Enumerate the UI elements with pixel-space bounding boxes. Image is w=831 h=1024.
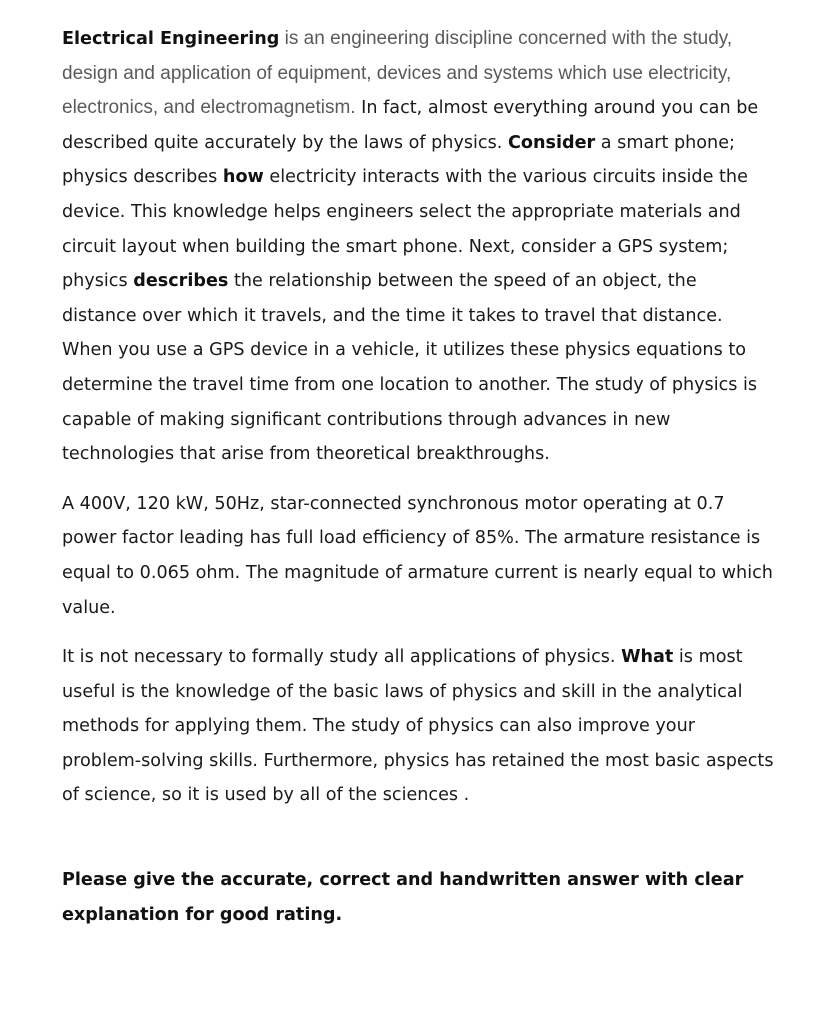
bold-consider: Consider — [507, 132, 596, 153]
paragraph1-text-b: a smart phone; physics describes — [62, 132, 735, 188]
term-electrical-engineering: Electrical Engineering — [62, 29, 280, 49]
paragraph1-text-a: In fact, almost everything around you can be described quite accurately by the laws of physics. — [62, 98, 759, 153]
bold-what: What — [621, 647, 674, 668]
paragraph-answer-request — [62, 863, 774, 932]
paragraph-electrical-engineering — [62, 22, 774, 472]
paragraph1-text-d: the relationship between the speed of an object, the distance over which it travels, and the time it takes to travel that distance. When you use a GPS device in a vehicle, it utilizes these physics equations to determine the travel time from one location to another. The study of physics is capable of making significant contributions through advances in new technologies that arise from theoretical breakthroughs. — [62, 271, 758, 465]
bold-how: how — [222, 167, 264, 188]
definition-text: is an engineering discipline concerned with the study, design and application of equipment, devices and systems which use electricity, electronics, and electromagnetism. — [62, 28, 733, 119]
paragraph3-text-a: It is not necessary to formally study all applications of physics. — [62, 647, 622, 668]
answer-request-text: Please give the accurate, correct and handwritten answer with clear explanation for good rating. — [62, 870, 744, 925]
document-page — [62, 22, 774, 932]
paragraph3-text-b: is most useful is the knowledge of the basic laws of physics and skill in the analytical methods for applying them. The study of physics can also improve your problem-solving skills. Furthermore, physics has retained the most basic aspects of science, so it is used by all of the sciences . — [62, 647, 774, 806]
bold-describes: describes — [133, 271, 229, 292]
paragraph-motor-question — [62, 487, 774, 625]
motor-question-text: A 400V, 120 kW, 50Hz, star-connected synchronous motor operating at 0.7 power factor leading has full load efficiency of 85%. The armature resistance is equal to 0.065 ohm. The magnitude of armature current is nearly equal to which value. — [62, 493, 773, 618]
paragraph-physics-applications — [62, 640, 774, 813]
paragraph1-text-c: electricity interacts with the various circuits inside the device. This knowledge helps engineers select the appropriate materials and circuit layout when building the smart phone. Next, consider a GPS system; physics — [62, 167, 748, 292]
